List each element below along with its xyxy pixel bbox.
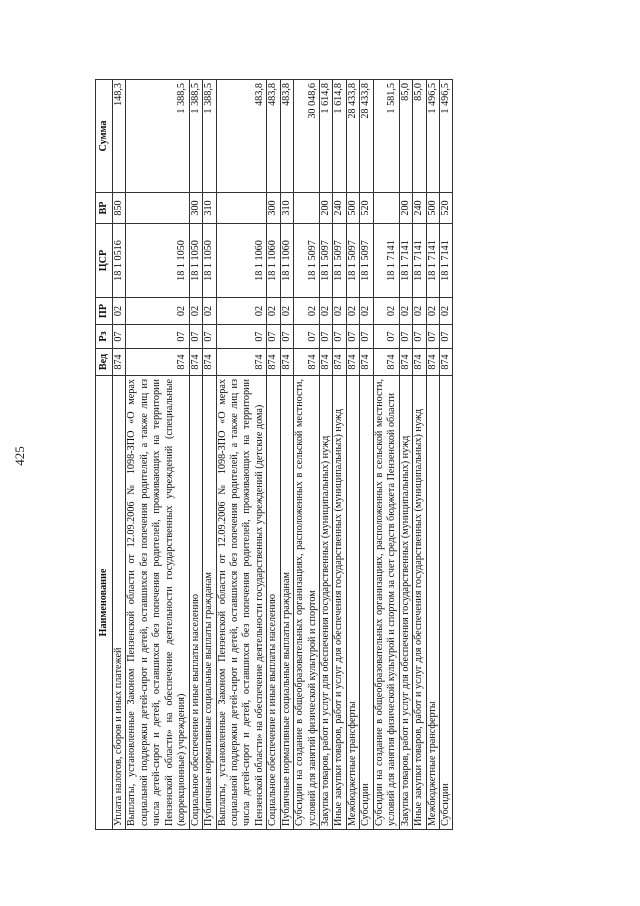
cell-sum: 85,0 [413, 80, 426, 193]
cell-name: Закупка товаров, работ и услуг для обеспечения государственных (муниципальных) нужд [320, 376, 333, 830]
table-row [320, 80, 333, 830]
cell-ved: 874 [346, 349, 359, 376]
header-row [96, 80, 113, 830]
cell-vr: 520 [439, 193, 452, 224]
cell-ved: 874 [280, 349, 293, 376]
table-row [360, 80, 373, 830]
cell-csr: 18 1 0516 [113, 224, 126, 298]
cell-sum: 1 388,5 [189, 80, 202, 193]
cell-rz: 07 [413, 325, 426, 349]
cell-pr: 02 [126, 298, 189, 325]
cell-ved: 874 [399, 349, 412, 376]
cell-sum: 483,8 [280, 80, 293, 193]
cell-pr: 02 [360, 298, 373, 325]
cell-name: Субсидии [439, 376, 452, 830]
cell-name: Выплаты, установленные Законом Пензенской области от 12.09.2006 № 1098-ЗПО «О мерах социальной поддержки детей-сирот и детей, оставшихся без попечения родителей, а также лиц из числа детей-сирот и детей, оставшихся без попечения родителей, проживающих на территории Пензенской области» на обеспечение деятельности государственных учреждений (специальные (коррекционные) учреждения) [126, 376, 189, 830]
cell-vr [294, 193, 320, 224]
cell-pr: 02 [413, 298, 426, 325]
cell-rz: 07 [189, 325, 202, 349]
cell-pr: 02 [113, 298, 126, 325]
cell-rz: 07 [203, 325, 216, 349]
cell-vr: 850 [113, 193, 126, 224]
cell-vr: 300 [189, 193, 202, 224]
cell-csr: 18 1 7141 [426, 224, 439, 298]
cell-pr: 02 [399, 298, 412, 325]
cell-csr: 18 1 7141 [373, 224, 399, 298]
cell-csr: 18 1 5097 [333, 224, 346, 298]
header-vr: ВР [96, 193, 113, 224]
cell-name: Межбюджетные трансферты [426, 376, 439, 830]
cell-sum: 483,8 [267, 80, 280, 193]
cell-vr: 500 [346, 193, 359, 224]
cell-ved: 874 [189, 349, 202, 376]
table-row [346, 80, 359, 830]
cell-csr: 18 1 5097 [360, 224, 373, 298]
cell-name: Субсидии [360, 376, 373, 830]
cell-name: Субсидии на создание в общеобразовательных организациях, расположенных в сельской местности, условий для занятия физической культурой и спортом за счет средств бюджета Пензенской области [373, 376, 399, 830]
cell-vr: 310 [280, 193, 293, 224]
cell-name: Выплаты, установленные Законом Пензенской области от 12.09.2006 № 1098-ЗПО «О мерах социальной поддержки детей-сирот и детей, оставшихся без попечения родителей, а также лиц из числа детей-сирот и детей, оставшихся без попечения родителей, проживающих на территории Пензенской области» на обеспечение деятельности государственных учреждений (детские дома) [216, 376, 267, 830]
cell-vr: 200 [320, 193, 333, 224]
cell-csr: 18 1 1060 [216, 224, 267, 298]
cell-pr: 02 [333, 298, 346, 325]
cell-vr [216, 193, 267, 224]
cell-ved: 874 [294, 349, 320, 376]
cell-name: Иные закупки товаров, работ и услуг для обеспечения государственных (муниципальных) нужд [333, 376, 346, 830]
cell-pr: 02 [189, 298, 202, 325]
cell-ved: 874 [216, 349, 267, 376]
cell-name: Межбюджетные трансферты [346, 376, 359, 830]
header-rz: Рз [96, 325, 113, 349]
cell-pr: 02 [216, 298, 267, 325]
cell-rz: 07 [216, 325, 267, 349]
cell-name: Иные закупки товаров, работ и услуг для обеспечения государственных (муниципальных) нужд [413, 376, 426, 830]
cell-rz: 07 [294, 325, 320, 349]
table-row [126, 80, 189, 830]
cell-ved: 874 [439, 349, 452, 376]
cell-rz: 07 [320, 325, 333, 349]
cell-pr: 02 [439, 298, 452, 325]
table-row [280, 80, 293, 830]
cell-name: Публичные нормативные социальные выплаты гражданам [280, 376, 293, 830]
cell-ved: 874 [413, 349, 426, 376]
table-row [203, 80, 216, 830]
cell-rz: 07 [113, 325, 126, 349]
table-row [216, 80, 267, 830]
cell-pr: 02 [373, 298, 399, 325]
cell-sum: 1 614,8 [320, 80, 333, 193]
header-csr: ЦСР [96, 224, 113, 298]
cell-vr: 520 [360, 193, 373, 224]
table-row [373, 80, 399, 830]
cell-sum: 28 433,8 [360, 80, 373, 193]
cell-sum: 483,8 [216, 80, 267, 193]
rotated-page [95, 80, 545, 830]
table-row [439, 80, 452, 830]
cell-sum: 1 388,5 [203, 80, 216, 193]
cell-name: Уплата налогов, сборов и иных платежей [113, 376, 126, 830]
header-name: Наименование [96, 376, 113, 830]
cell-vr: 500 [426, 193, 439, 224]
cell-csr: 18 1 5097 [346, 224, 359, 298]
cell-csr: 18 1 1060 [267, 224, 280, 298]
cell-name: Субсидии на создание в общеобразовательных организациях, расположенных в сельской местности, условий для занятий физической культурой и спортом [294, 376, 320, 830]
cell-rz: 07 [280, 325, 293, 349]
cell-csr: 18 1 5097 [294, 224, 320, 298]
budget-table [95, 79, 453, 830]
cell-vr: 240 [413, 193, 426, 224]
table-row [333, 80, 346, 830]
cell-sum: 1 388,5 [126, 80, 189, 193]
cell-csr: 18 1 1050 [126, 224, 189, 298]
cell-sum: 1 496,5 [426, 80, 439, 193]
cell-rz: 07 [346, 325, 359, 349]
header-pr: ПР [96, 298, 113, 325]
cell-pr: 02 [294, 298, 320, 325]
cell-ved: 874 [333, 349, 346, 376]
cell-sum: 85,0 [399, 80, 412, 193]
cell-sum: 148,3 [113, 80, 126, 193]
cell-vr: 200 [399, 193, 412, 224]
cell-rz: 07 [373, 325, 399, 349]
cell-ved: 874 [126, 349, 189, 376]
cell-vr: 310 [203, 193, 216, 224]
table-row [267, 80, 280, 830]
cell-pr: 02 [320, 298, 333, 325]
table-body [113, 80, 453, 830]
cell-csr: 18 1 1050 [189, 224, 202, 298]
table-row [426, 80, 439, 830]
cell-vr: 240 [333, 193, 346, 224]
table-row [399, 80, 412, 830]
cell-name: Социальное обеспечение и иные выплаты населению [267, 376, 280, 830]
page-number: 425 [12, 446, 27, 466]
cell-sum: 1 581,5 [373, 80, 399, 193]
cell-rz: 07 [126, 325, 189, 349]
cell-rz: 07 [333, 325, 346, 349]
cell-vr [126, 193, 189, 224]
header-ved: Вед [96, 349, 113, 376]
cell-pr: 02 [346, 298, 359, 325]
cell-sum: 1 496,5 [439, 80, 452, 193]
cell-csr: 18 1 7141 [399, 224, 412, 298]
cell-csr: 18 1 1060 [280, 224, 293, 298]
cell-rz: 07 [399, 325, 412, 349]
cell-pr: 02 [203, 298, 216, 325]
cell-name: Публичные нормативные социальные выплаты гражданам [203, 376, 216, 830]
cell-rz: 07 [439, 325, 452, 349]
cell-ved: 874 [113, 349, 126, 376]
cell-ved: 874 [320, 349, 333, 376]
cell-pr: 02 [267, 298, 280, 325]
table-row [113, 80, 126, 830]
cell-rz: 07 [426, 325, 439, 349]
cell-sum: 30 048,6 [294, 80, 320, 193]
cell-sum: 28 433,8 [346, 80, 359, 193]
cell-pr: 02 [426, 298, 439, 325]
cell-rz: 07 [267, 325, 280, 349]
cell-ved: 874 [203, 349, 216, 376]
cell-csr: 18 1 5097 [320, 224, 333, 298]
cell-ved: 874 [360, 349, 373, 376]
header-sum: Сумма [96, 80, 113, 193]
table-row [189, 80, 202, 830]
cell-csr: 18 1 7141 [439, 224, 452, 298]
table-row [413, 80, 426, 830]
cell-name: Закупка товаров, работ и услуг для обеспечения государственных (муниципальных) нужд [399, 376, 412, 830]
cell-rz: 07 [360, 325, 373, 349]
cell-vr: 300 [267, 193, 280, 224]
cell-ved: 874 [373, 349, 399, 376]
cell-csr: 18 1 1050 [203, 224, 216, 298]
cell-name: Социальное обеспечение и иные выплаты населению [189, 376, 202, 830]
cell-ved: 874 [267, 349, 280, 376]
cell-ved: 874 [426, 349, 439, 376]
table-row [294, 80, 320, 830]
cell-pr: 02 [280, 298, 293, 325]
cell-csr: 18 1 7141 [413, 224, 426, 298]
cell-sum: 1 614,8 [333, 80, 346, 193]
cell-vr [373, 193, 399, 224]
